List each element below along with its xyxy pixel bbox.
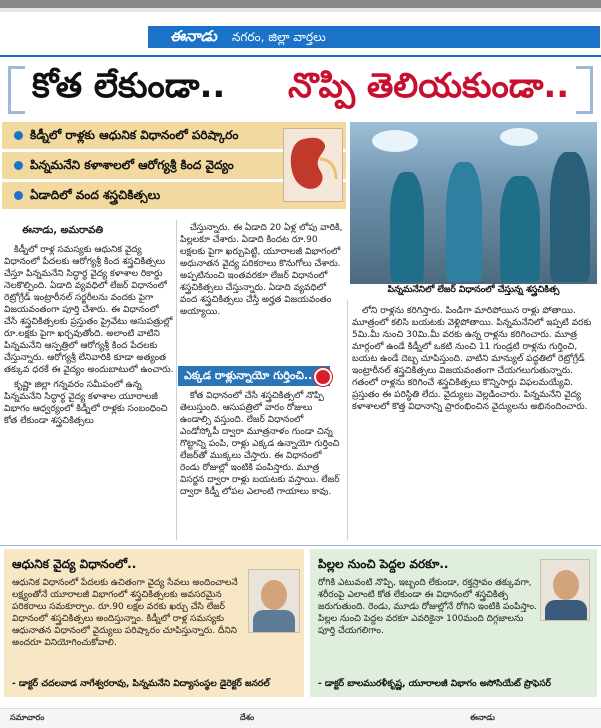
box-title: పిల్లల నుంచి పెద్దల వరకూ..: [318, 557, 449, 571]
footer-text: సమాచారం: [10, 713, 45, 722]
kidney-illustration: [283, 128, 343, 202]
surgery-photo: [350, 122, 597, 284]
paragraph: చేస్తున్నారు. ఈ ఏడాది 20 ఏళ్ల లోపు వారికి, పిల్లలకూ చేశారు. ఏడాది కిందట రూ.90 లక్షలకు పైగా ఖర్చుపెట్టి, యూరాలజీ విభాగంలో అధునాతన వైద్య పరికరాలు కొనుగోలు చేశారు. అప్పటినుంచి ఇంతవరకూ లేజర్ విధానంలో శస్త్రచికిత్సలు చేస్తున్నారు. ఏడాది వ్యవధిలో వంద శస్త్రచికిత్సలు చేస్తే అర్హత విజయవంతం అయ్యాయి.: [180, 223, 343, 317]
article-column-1: [4, 222, 174, 542]
section-rule: [0, 545, 601, 546]
publication-name: ఈనాడు: [170, 27, 217, 45]
headline: [0, 60, 601, 120]
paragraph: లోని రాళ్లను కరిగిస్తారు. పిండిగా మారిపోయిన రాళ్లు పోతాయి. మూత్రంలో కలిసి బయటకు వెళ్లిపోతాయి. పిన్నమనేనిలో ఇప్పటి వరకు 5మి.మీ నుంచి 30మి.మీ వరకు ఉన్న రాళ్లను కరిగించారు. మూత్ర మార్గంలో ఉండే కిడ్నీలో ఒకటి నుంచి 11 గుండ్రటి రాళ్లను గుర్తించి, బయట ఉండే దెబ్బ చూపిస్తుంది. వాటిని మాన్యుల్ పద్ధతిలో రెట్రోగ్రేడ్ ఇంట్రారీనల్ శస్త్రచికిత్సలు విజయవంతంగా చేయగలుగుతున్నారు. గతంలో రాళ్లను కరిగించే శస్త్రచికిత్సలు కొన్నిసార్లు విఫలమయ్యేవి. ప్రస్తుతం ఈ పరిస్థితి లేదు. వైద్యులు వెల్లడించారు. పిన్నమనేని వైద్య కళాశాలలో కొత్త విధానాన్ని ప్రారంభించిన వైద్యులను అభినందించారు.: [352, 306, 592, 412]
subheading: ఎక్కడ రాళ్లున్నాయో గుర్తించి..: [178, 366, 330, 386]
article-column-2: [180, 222, 344, 362]
quote-box-left: [4, 549, 304, 697]
face: [261, 580, 287, 610]
shoulders: [545, 600, 587, 621]
bullet-text: కిడ్నీలో రాళ్లకు ఆధునిక విధానంలో పరిష్కారం: [30, 128, 239, 142]
bullet-dot-icon: [14, 131, 23, 140]
surgical-lamp: [372, 130, 418, 152]
box-byline: - డాక్టర్ చదలవాడ నాగేశ్వరరావు, పిన్నమనేని విద్యాసంస్థల డైరెక్టర్ జనరల్: [12, 679, 270, 689]
surgeon-figure: [550, 152, 590, 282]
bullet-text: పిన్నమనేని కళాశాలలో ఆరోగ్యశ్రీ కింద వైద్యం: [30, 158, 234, 172]
column-divider: [347, 300, 348, 540]
bullet-text: ఏడాదిలో వంద శస్త్రచికిత్సలు: [30, 188, 161, 202]
paragraph: కోత విధానంలో చేసే శస్త్రచికిత్సలో నొప్పి తెలుస్తుంది. ఆసుపత్రిలో వారం రోజులు ఉండాల్సి వస్తుంది. లేజర్ విధానంలో ఎండోస్కోపీ ద్వారా మూత్రనాళం గుండా చిన్న గొట్టాన్ని పంపి, రాళ్లు ఎక్కడ ఉన్నాయో గుర్తించి లేజర్‌తో ముక్కలు చేస్తారు. ఈ విధానంలో రెండు రోజుల్లో ఇంటికి పంపిస్తారు. మూత్ర విసర్జన ద్వారా రాళ్లు బయటకు వస్తాయి. లేజర్ ద్వారా కిడ్నీ లోపల ఎలాంటి గాయాలు కావు.: [180, 391, 340, 497]
surgeon-figure: [446, 162, 482, 282]
box-byline: - డాక్టర్ బాలమురళీకృష్ణ, యూరాలజీ విభాగం అసోసియేట్ ప్రొఫెసర్: [318, 679, 551, 689]
footer-strip: [0, 708, 601, 728]
bullet-dot-icon: [14, 161, 23, 170]
paragraph: కిడ్నీలో రాళ్ల సమస్యకు ఆధునిక వైద్య విధానంలో పేదలకు ఆరోగ్యశ్రీ కింద శస్త్రచికిత్సలు చేస్తూ పిన్నమనేని సిద్ధార్థ వైద్య కళాశాల రికార్డు నెలకొల్పింది. ఏడాది వ్యవధిలో లేజర్ విధానంలో రెట్రోగ్రేడ్ ఇంట్రారీనల్ సర్జరీలను వందకు పైగా విజయవంతంగా పూర్తి చేశారు. ఈ విధానంలో చేసే శస్త్రచికిత్సలకు ప్రస్తుతం ప్రైవేటు ఆసుపత్రుల్లో రూ.లక్షకు పైగా ఖర్చవుతోంది. అలాంటి వాటిని పిన్నమనేని ఆస్పత్రిలో ఆరోగ్యశ్రీ కింద పేదలకు చేస్తున్నారు. ఆరోగ్యశ్రీ లేనివారికి కూడా అత్యంత తక్కువ ధరకే ఈ వైద్యం అందుబాటులో ఉంచారు.: [4, 245, 174, 375]
subheading-dot-icon: [314, 368, 332, 386]
person-photo: [248, 569, 300, 633]
shoulders: [253, 610, 295, 633]
box-body: ఆధునిక విధానంలో పేదలకు ఉచితంగా వైద్య సేవలు అందించాలనే లక్ష్యంతోనే యూరాలజీ విభాగంలో శస్త్రచికిత్సలకు అవసరమైన పరికరాలు సమకూర్చాం. రూ.90 లక్షల వరకు ఖర్చు చేసి లేజర్ విధానంలో శస్త్రచికిత్సలు అందిస్తున్నాం. కిడ్నీలో రాళ్ల సమస్యకు ఆధునాతన విధానంలో వైద్యులు పరిష్కారం చూపిస్తున్నారు. దీనిని అందరూ వినియోగించుకోవాలి.: [12, 578, 238, 648]
headline-bracket-left: [8, 66, 25, 114]
surgeon-figure: [500, 176, 540, 282]
article-column-2b: [180, 390, 344, 542]
section-name: నగరం, జిల్లా వార్తలు: [232, 30, 326, 44]
dateline: ఈనాడు, అమరావతి: [22, 225, 104, 236]
column-divider: [176, 220, 177, 540]
bullet-dot-icon: [14, 191, 23, 200]
top-border-light: [0, 8, 601, 12]
person-photo: [540, 559, 590, 621]
quote-box-right: [310, 549, 597, 697]
article-column-3: [352, 305, 596, 542]
footer-text: దేశం: [240, 713, 255, 722]
headline-part1: కోత లేకుండా..: [32, 66, 226, 106]
top-border: [0, 0, 601, 8]
box-body: రోగికి ఎటువంటి నొప్పి, ఇబ్బంది లేకుండా, రక్తస్రావం తక్కువగా, శరీరంపై ఎలాంటి కోత లేకుండా ఈ విధానంలో శస్త్రచికిత్స జరుగుతుంది. రెండు, మూడు రోజుల్లోనే రోగిని ఇంటికి పంపిస్తాం. పిల్లల నుంచి పెద్దల వరకూ ఎవరికైనా 100మంది దిగ్గజాలను పూర్తి చేయగలిగాం.: [318, 578, 537, 636]
box-title: ఆధునిక వైద్య విధానంలో..: [12, 557, 137, 571]
headline-bracket-right: [576, 66, 593, 114]
face: [553, 570, 579, 600]
headline-part2: నొప్పి తెలియకుండా..: [288, 66, 570, 106]
paragraph: కృష్ణా జిల్లా గన్నవరం సమీపంలో ఉన్న పిన్నమనేని సిద్ధార్థ వైద్య కళాశాల యూరాలజీ విభాగం ఆధ్వర్యంలో కిడ్నీలో రాళ్లకు సంబంధించి కోత లేకుండా శస్త్రచికిత్సలు: [4, 380, 168, 426]
surgical-lamp: [500, 128, 538, 146]
surgeon-figure: [390, 172, 424, 282]
masthead-rule: [0, 55, 601, 57]
photo-caption: పిన్నమనేనిలో లేజర్ విధానంలో చేస్తున్న శస్త్రచికిత్స: [387, 285, 560, 295]
masthead: [0, 18, 601, 52]
footer-text: ఈనాడు: [470, 713, 495, 722]
